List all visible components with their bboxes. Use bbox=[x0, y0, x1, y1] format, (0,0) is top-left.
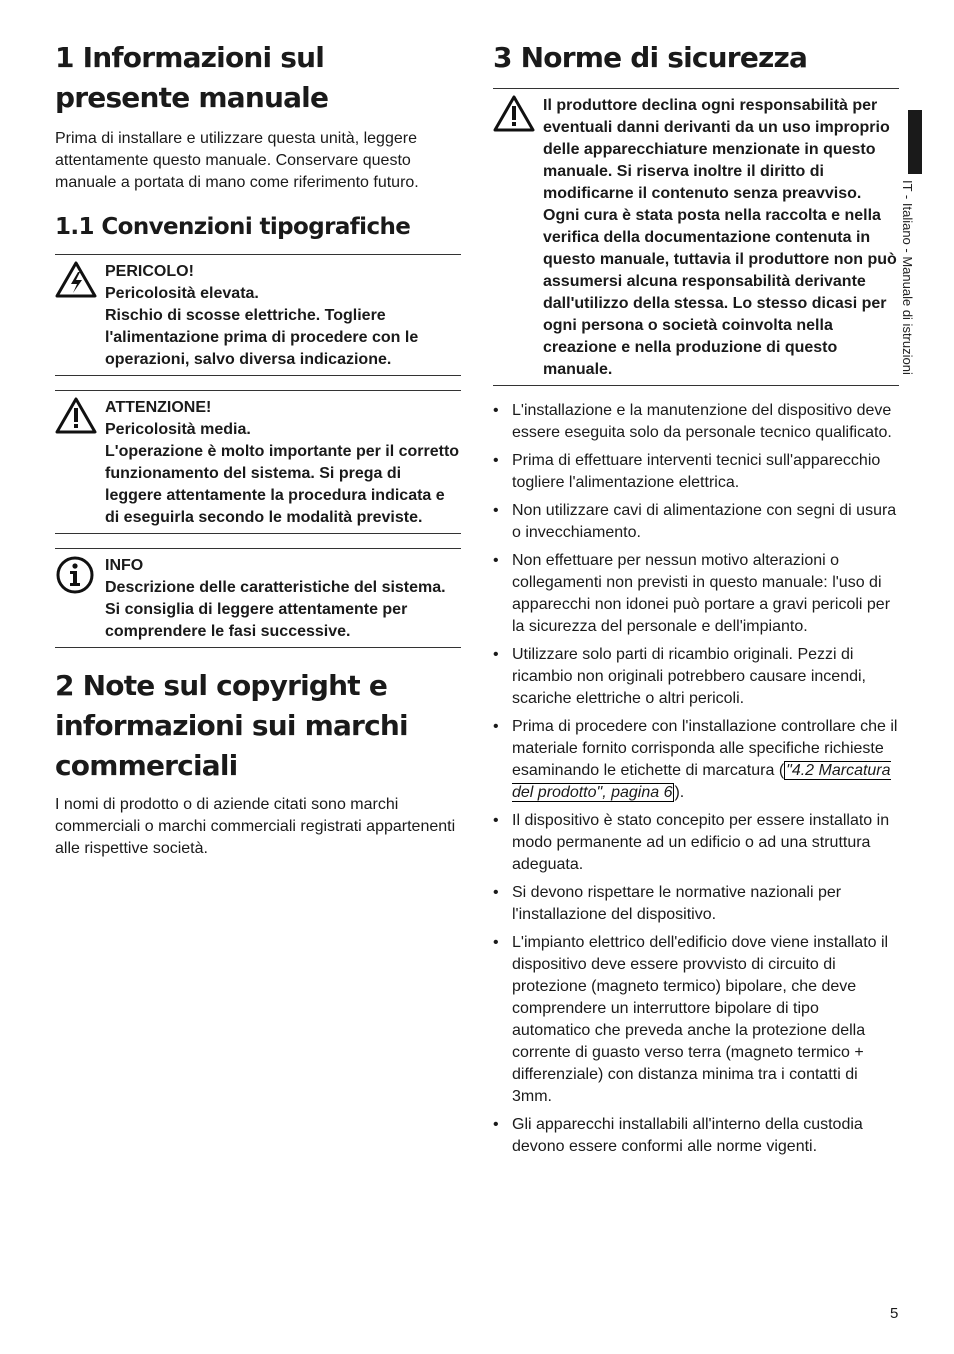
notice-level: Pericolosità elevata. bbox=[105, 285, 259, 302]
list-item: • Gli apparecchi installabili all'interno della custodia devono essere conformi alle norme vigenti. bbox=[493, 1116, 863, 1155]
right-column bbox=[493, 38, 899, 1164]
cross-reference-link[interactable]: "4.2 Marcatura del prodotto", pagina 6 bbox=[512, 762, 891, 801]
danger-notice bbox=[55, 254, 461, 376]
notice-label: ATTENZIONE! bbox=[105, 399, 212, 416]
section-1-body: Prima di installare e utilizzare questa unità, leggere attentamente questo manuale. Conservare questo manuale a portata di mano come riferimento futuro. bbox=[55, 130, 419, 191]
list-item: • Non utilizzare cavi di alimentazione con segni di usura o invecchiamento. bbox=[493, 502, 897, 541]
side-language-label: IT - Italiano - Manuale di istruzioni bbox=[900, 180, 915, 375]
left-column bbox=[55, 38, 461, 860]
safety-list bbox=[493, 400, 899, 1158]
notice-description: Rischio di scosse elettriche. Togliere l'alimentazione prima di procedere con le operazioni, salvo diversa indicazione. bbox=[105, 307, 419, 368]
notice-description: L'operazione è molto importante per il corretto funzionamento del sistema. Si prega di leggere attentamente la procedura indicata e di eseguirla secondo le modalità previste. bbox=[105, 443, 460, 526]
notice-level: Pericolosità media. bbox=[105, 421, 251, 438]
electric-hazard-icon bbox=[55, 261, 97, 299]
notice-description: Si consiglia di leggere attentamente per comprendere le fasi successive. bbox=[105, 601, 408, 640]
page-number: 5 bbox=[890, 1305, 899, 1322]
info-notice bbox=[55, 548, 461, 648]
list-item: • Prima di procedere con l'installazione controllare che il materiale fornito corrisponda alle specifiche richieste esaminando le etichette di marcatura ( "4.2 Marcatura del prodotto", pagina 6 ). bbox=[493, 718, 898, 801]
section-1-1-title: 1.1 Convenzioni tipografiche bbox=[55, 214, 411, 240]
chapter-tab-marker bbox=[908, 110, 922, 174]
disclaimer-notice bbox=[493, 88, 899, 386]
notice-label: INFO bbox=[105, 557, 144, 574]
warning-notice bbox=[55, 390, 461, 534]
list-item: • Utilizzare solo parti di ricambio originali. Pezzi di ricambio non originali potrebbero causare incendi, scariche elettriche o altri pericoli. bbox=[493, 646, 866, 707]
section-3-title: 3 Norme di sicurezza bbox=[493, 41, 808, 74]
section-1-title: 1 Informazioni sul presente manuale bbox=[55, 41, 329, 114]
info-icon bbox=[55, 555, 95, 595]
list-item: • L'impianto elettrico dell'edificio dove viene installato il dispositivo deve essere provvisto di circuito di protezione (magneto termico) bipolare, che deve comprendere un interruttore bipolare di tipo automatico che preveda anche la protezione della corrente di guasto verso terra (magneto termico + differenziale) con distanza minima tra i contatti di 3mm. bbox=[493, 934, 889, 1105]
notice-level: Descrizione delle caratteristiche del sistema. bbox=[105, 579, 446, 596]
list-item: • Il dispositivo è stato concepito per essere installato in modo permanente ad un edificio o ad una struttura adeguata. bbox=[493, 812, 890, 873]
section-2-body: I nomi di prodotto o di aziende citati sono marchi commerciali o marchi commerciali registrati appartenenti alle rispettive società. bbox=[55, 796, 456, 857]
notice-label: PERICOLO! bbox=[105, 263, 194, 280]
disclaimer-text: Il produttore declina ogni responsabilità per eventuali danni derivanti da un uso improprio delle apparecchiature menzionate in questo manuale. Si riserva inoltre il diritto di modificarne il contenuto senza preavviso. Ogni cura è stata posta nella raccolta e nella verifica della documentazione contenuta in questo manuale, tuttavia il produttore non può assumersi alcuna responsabilità derivante dall'utilizzo della stessa. Lo stesso dicasi per ogni persona o società coinvolta nella creazione e nella produzione di questo manuale. bbox=[543, 97, 897, 378]
list-item: • Si devono rispettare le normative nazionali per l'installazione del dispositivo. bbox=[493, 884, 842, 923]
warning-icon bbox=[493, 95, 535, 133]
section-2-title: 2 Note sul copyright e informazioni sui marchi commerciali bbox=[55, 669, 408, 782]
list-item: • Non effettuare per nessun motivo alterazioni o collegamenti non previsti in questo manuale: l'uso di apparecchi non idonei può portare a gravi pericoli per la sicurezza del personale e dell'impianto. bbox=[493, 552, 891, 635]
list-item: • L'installazione e la manutenzione del dispositivo deve essere eseguita solo da personale tecnico qualificato. bbox=[493, 402, 892, 441]
list-item: • Prima di effettuare interventi tecnici sull'apparecchio togliere l'alimentazione elettrica. bbox=[493, 452, 881, 491]
warning-icon bbox=[55, 397, 97, 435]
